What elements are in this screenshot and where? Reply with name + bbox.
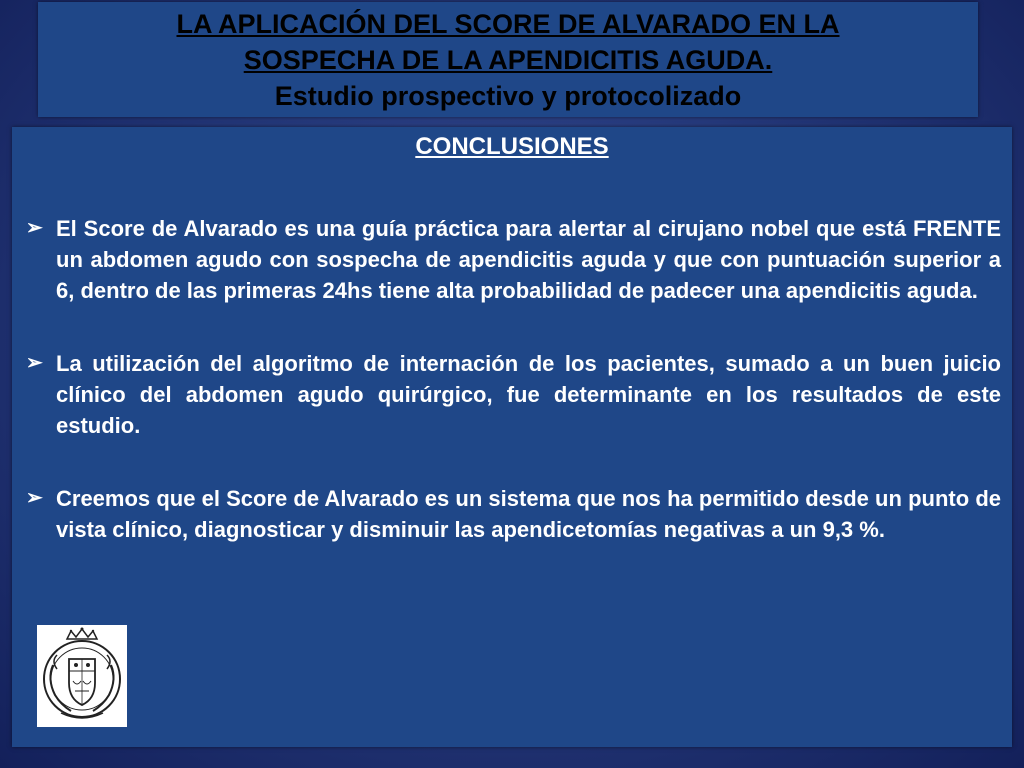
title-line-2: SOSPECHA DE LA APENDICITIS AGUDA.: [243, 45, 773, 75]
section-heading: CONCLUSIONES: [415, 133, 609, 160]
bullet-text: Creemos que el Score de Alvarado es un sistema que nos ha permitido desde un punto de vista clínico, diagnosticar y disminuir las apendicetomías negativas a un 9,3 %.: [56, 486, 1001, 542]
list-item: [26, 483, 1001, 545]
list-item: [26, 348, 1001, 441]
conclusions-list: [26, 213, 1001, 587]
content-panel: [12, 127, 1012, 747]
title-line-1: LA APLICACIÓN DEL SCORE DE ALVARADO EN LA: [176, 9, 840, 39]
arrow-bullet-icon: ➢: [26, 487, 43, 509]
title-box: [38, 2, 978, 117]
arrow-bullet-icon: ➢: [26, 217, 43, 239]
list-item: [26, 213, 1001, 306]
title-subtitle: Estudio prospectivo y protocolizado: [274, 81, 742, 111]
bullet-text: La utilización del algoritmo de internación de los pacientes, sumado a un buen juicio clínico del abdomen agudo quirúrgico, fue determinante en los resultados de este estudio.: [56, 351, 1001, 438]
university-seal-icon: [37, 625, 127, 727]
bullet-text: El Score de Alvarado es una guía práctica para alertar al cirujano nobel que está FRENTE un abdomen agudo con sospecha de apendicitis aguda y que con puntuación superior a 6, dentro de las primeras 24hs tiene alta probabilidad de padecer una apendicitis aguda.: [56, 216, 1001, 303]
arrow-bullet-icon: ➢: [26, 352, 43, 374]
